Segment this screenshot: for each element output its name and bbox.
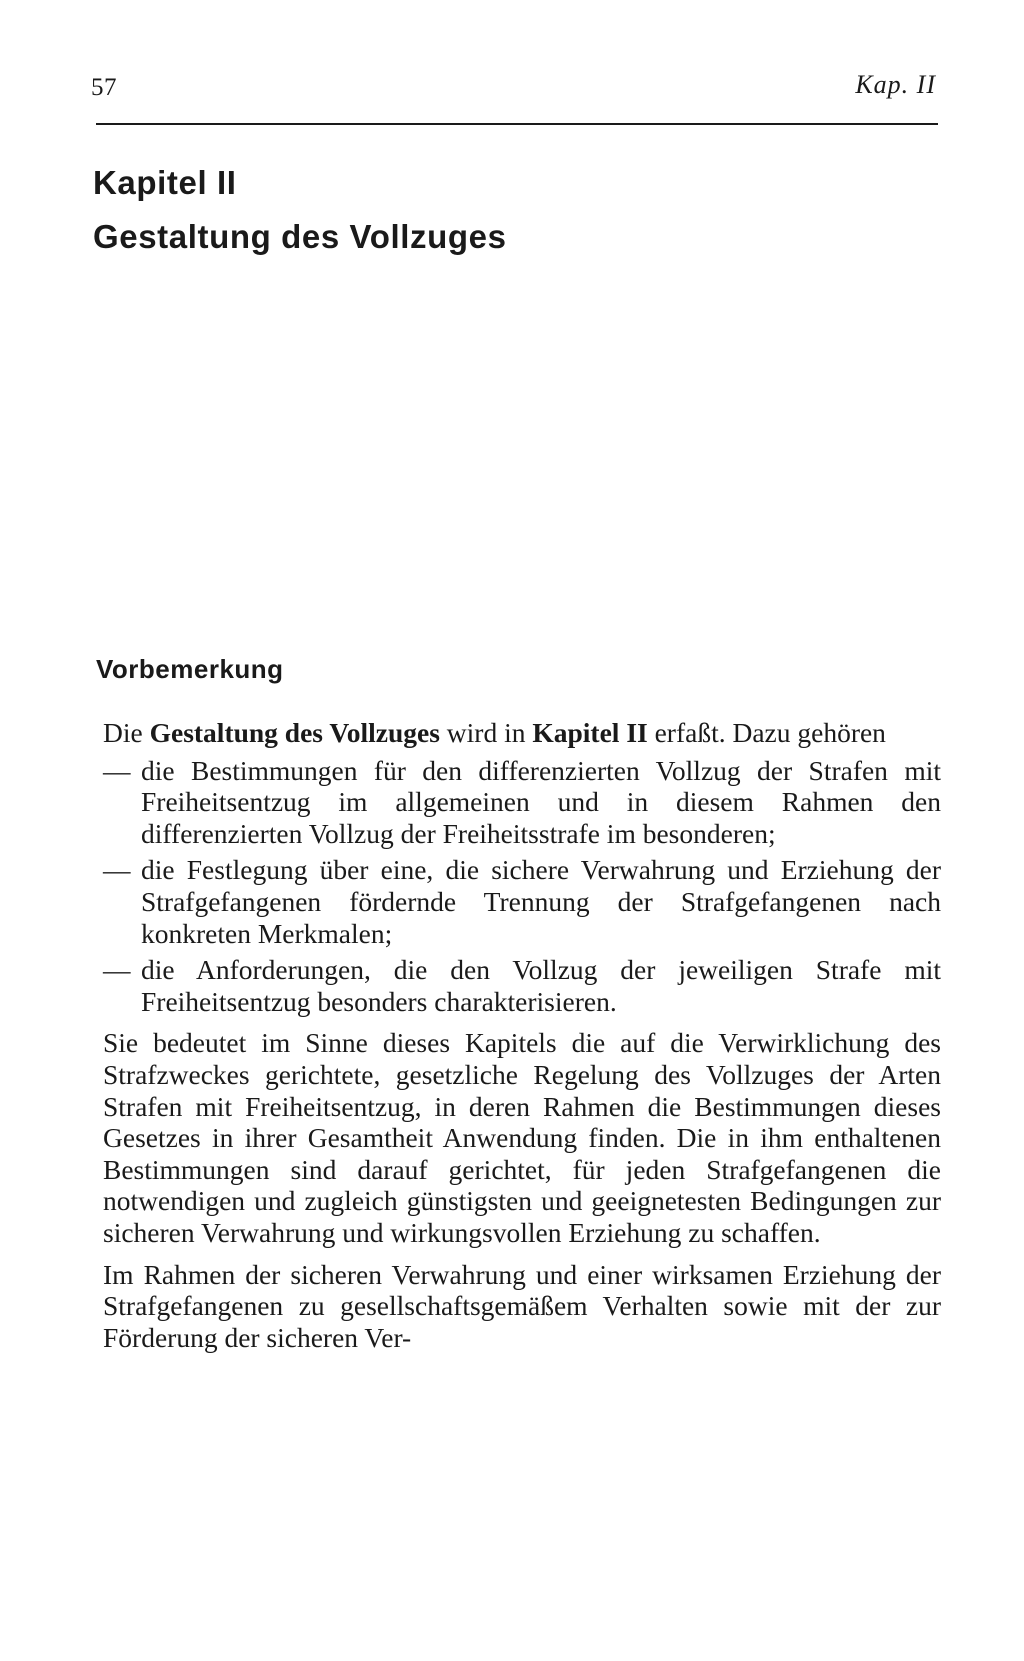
page-number: 57: [91, 74, 117, 101]
list-item-text: die Bestimmungen für den differenzierten Vollzug der Strafen mit Freiheitsentzug im allgemeinen und in diesem Rahmen den differenzierten Vollzug der Freiheitsstrafe im besonderen;: [141, 754, 941, 849]
list-item: [103, 755, 941, 850]
intro-text: Die: [103, 717, 150, 748]
list-item-text: die Anforderungen, die den Vollzug der jeweiligen Strafe mit Freiheitsentzug besonders charakterisieren.: [141, 954, 941, 1017]
requirements-list: [103, 755, 941, 1018]
chapter-number: Kapitel II: [93, 164, 237, 201]
list-item-text: die Festlegung über eine, die sichere Verwahrung und Erziehung der Strafgefangenen fördernde Trennung der Strafgefangenen nach konkreten Merkmalen;: [141, 854, 941, 949]
intro-emphasis: Kapitel II: [532, 717, 648, 748]
body-text: [103, 717, 941, 1363]
header-rule: [96, 123, 938, 125]
dash-marker: —: [103, 954, 131, 986]
intro-emphasis: Gestaltung des Vollzuges: [149, 717, 440, 748]
body-paragraph: Sie bedeutet im Sinne dieses Kapitels die auf die Verwirklichung des Strafzweckes gerichtete, gesetzliche Regelung des Vollzuges der Arten Strafen mit Freiheitsentzug, in deren Rahmen die Bestimmungen dieses Gesetzes in ihrer Gesamtheit Anwendung finden. Die in ihm enthaltenen Bestimmungen sind darauf gerichtet, für jeden Strafgefangenen die notwendigen und zugleich günstigsten und geeignetesten Bedingungen zur sicheren Verwahrung und wirkungsvollen Erziehung zu schaffen.: [103, 1027, 941, 1248]
intro-paragraph: [103, 717, 941, 749]
list-item: [103, 854, 941, 949]
section-heading: Vorbemerkung: [96, 654, 284, 684]
body-paragraph: Im Rahmen der sicheren Verwahrung und einer wirksamen Erziehung der Strafgefangenen zu gesellschaftsgemäßem Verhalten sowie mit der zur Förderung der sicheren Ver-: [103, 1258, 941, 1353]
intro-text: erfaßt. Dazu gehören: [647, 717, 886, 748]
dash-marker: —: [103, 854, 131, 886]
chapter-title: Gestaltung des Vollzuges: [93, 218, 507, 255]
list-item: [103, 954, 941, 1017]
running-head: Kap. II: [855, 70, 936, 99]
intro-text: wird in: [439, 717, 533, 748]
dash-marker: —: [103, 754, 131, 786]
